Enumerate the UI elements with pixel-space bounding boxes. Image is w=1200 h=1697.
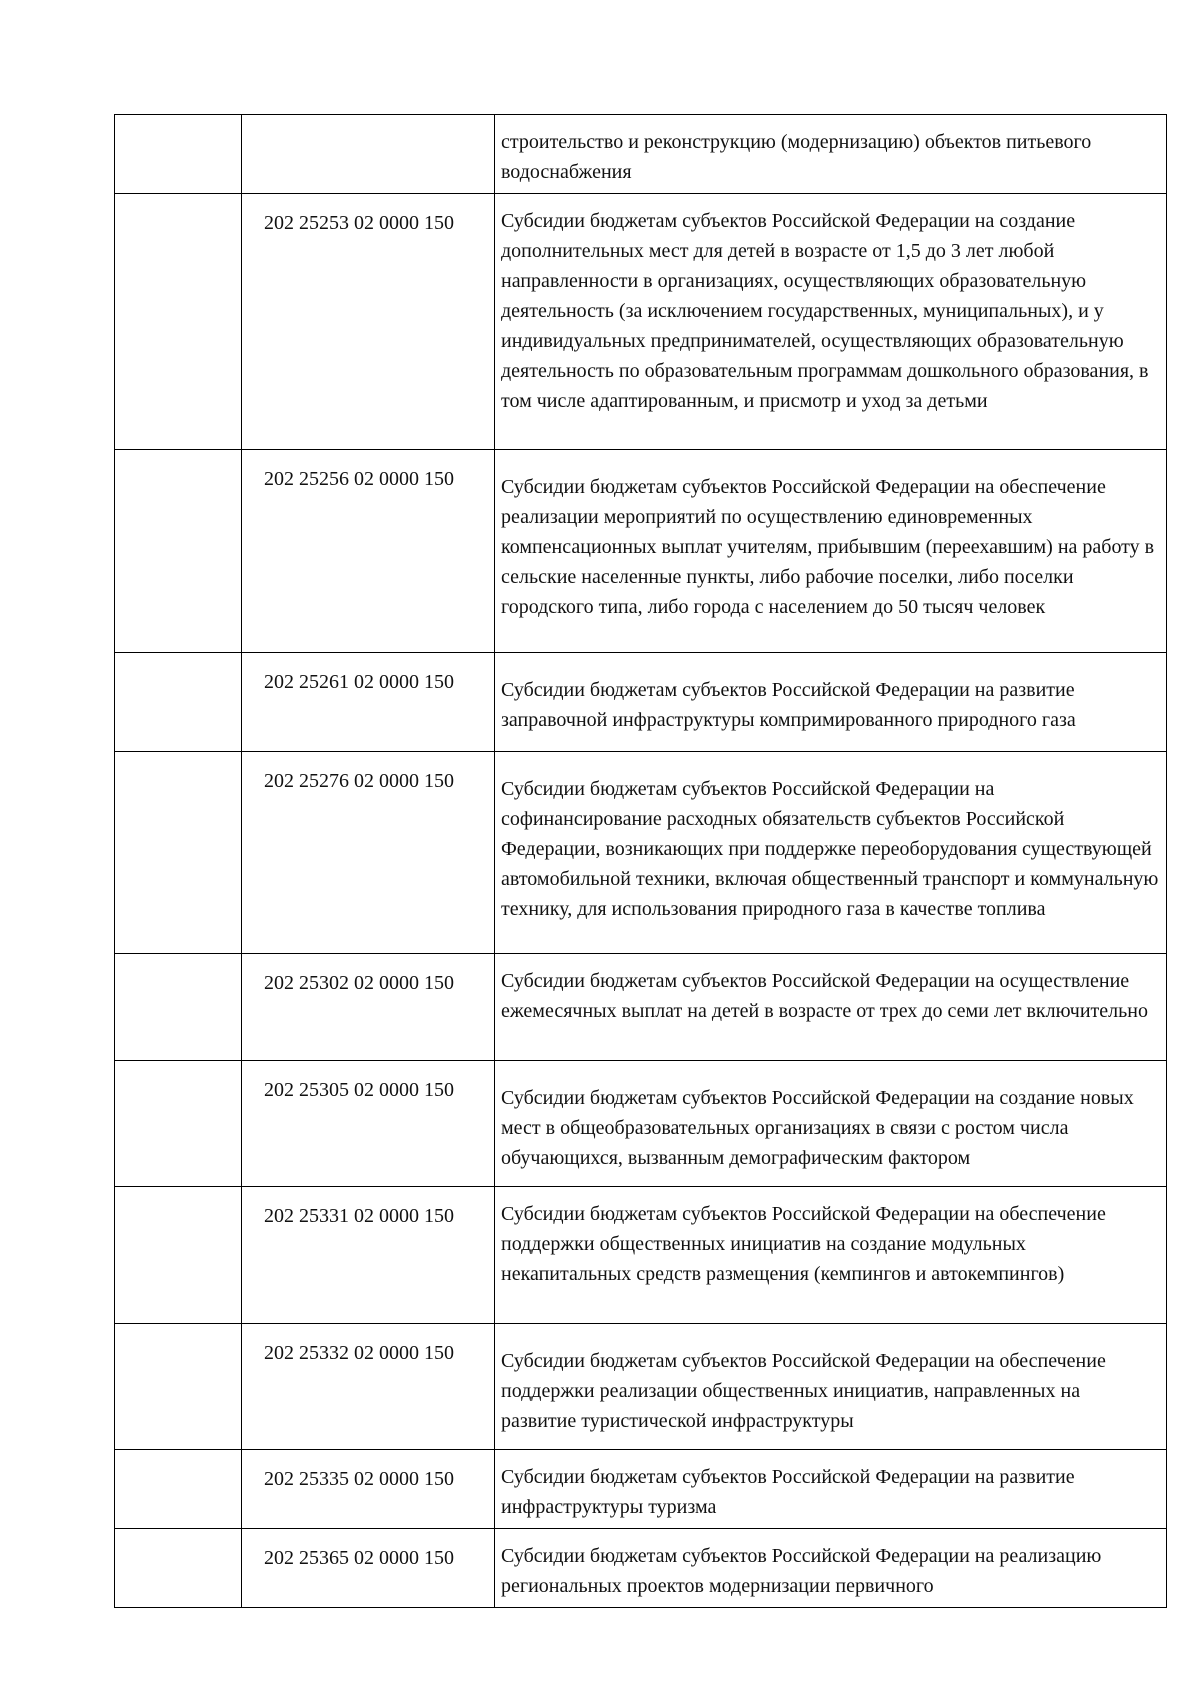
table-row <box>115 1450 1167 1529</box>
budget-code-cell <box>242 1061 495 1187</box>
admin-code-cell <box>115 450 242 653</box>
budget-code-cell <box>242 450 495 653</box>
description-cell <box>495 115 1167 194</box>
table-row <box>115 1061 1167 1187</box>
description-cell <box>495 450 1167 653</box>
budget-code: 202 25261 02 0000 150 <box>264 671 454 693</box>
budget-codes-table <box>114 114 1167 1608</box>
admin-code-cell <box>115 1061 242 1187</box>
table-row <box>115 1324 1167 1450</box>
row-description: Субсидии бюджетам субъектов Российской Федерации на развитие заправочной инфраструктуры компримированного природного газа <box>501 679 1076 731</box>
budget-code: 202 25253 02 0000 150 <box>264 212 454 234</box>
row-description: Субсидии бюджетам субъектов Российской Федерации на осуществление ежемесячных выплат на детей в возрасте от трех до семи лет включительно <box>501 970 1148 1022</box>
budget-code: 202 25331 02 0000 150 <box>264 1205 454 1227</box>
row-description: Субсидии бюджетам субъектов Российской Федерации на обеспечение реализации мероприятий по осуществлению единовременных компенсационных выплат учителям, прибывшим (переехавшим) на работу в сельские населенные пункты, либо рабочие поселки, либо поселки городского типа, либо города с населением до 50 тысяч человек <box>501 476 1155 618</box>
budget-code-cell <box>242 1529 495 1608</box>
row-description: Субсидии бюджетам субъектов Российской Федерации на обеспечение поддержки общественных инициатив на создание модульных некапитальных средств размещения (кемпингов и автокемпингов) <box>501 1203 1106 1285</box>
admin-code-cell <box>115 194 242 450</box>
admin-code-cell <box>115 653 242 752</box>
description-cell <box>495 1187 1167 1324</box>
table-row <box>115 194 1167 450</box>
budget-code: 202 25276 02 0000 150 <box>264 770 454 792</box>
row-description: Субсидии бюджетам субъектов Российской Федерации на обеспечение поддержки реализации общественных инициатив, направленных на развитие туристической инфраструктуры <box>501 1350 1106 1432</box>
description-cell <box>495 752 1167 954</box>
row-description: строительство и реконструкцию (модернизацию) объектов питьевого водоснабжения <box>501 131 1092 183</box>
budget-code-cell <box>242 194 495 450</box>
row-description: Субсидии бюджетам субъектов Российской Федерации на создание новых мест в общеобразовательных организациях в связи с ростом числа обучающихся, вызванным демографическим фактором <box>501 1087 1134 1169</box>
budget-code <box>242 115 494 129</box>
table-row <box>115 653 1167 752</box>
row-description: Субсидии бюджетам субъектов Российской Федерации на реализацию региональных проектов модернизации первичного <box>501 1545 1102 1597</box>
table-row <box>115 1187 1167 1324</box>
budget-code: 202 25256 02 0000 150 <box>264 468 454 490</box>
budget-code-cell <box>242 1324 495 1450</box>
admin-code-cell <box>115 752 242 954</box>
budget-code-cell <box>242 115 495 194</box>
description-cell <box>495 653 1167 752</box>
budget-code: 202 25332 02 0000 150 <box>264 1342 454 1364</box>
row-description: Субсидии бюджетам субъектов Российской Федерации на развитие инфраструктуры туризма <box>501 1466 1075 1518</box>
admin-code-cell <box>115 115 242 194</box>
budget-code-cell <box>242 954 495 1061</box>
table-row <box>115 115 1167 194</box>
table-row <box>115 752 1167 954</box>
budget-code: 202 25335 02 0000 150 <box>264 1468 454 1490</box>
table-row <box>115 954 1167 1061</box>
admin-code-cell <box>115 1187 242 1324</box>
budget-code: 202 25302 02 0000 150 <box>264 972 454 994</box>
budget-code-cell <box>242 752 495 954</box>
budget-code-cell <box>242 653 495 752</box>
description-cell <box>495 1450 1167 1529</box>
description-cell <box>495 194 1167 450</box>
row-description: Субсидии бюджетам субъектов Российской Федерации на создание дополнительных мест для детей в возрасте от 1,5 до 3 лет любой направленности в организациях, осуществляющих образовательную деятельность (за исключением государственных, муниципальных), и у индивидуальных предпринимателей, осуществляющих образовательную деятельность по образовательным программам дошкольного образования, в том числе адаптированным, и присмотр и уход за детьми <box>501 210 1149 412</box>
budget-code-cell <box>242 1450 495 1529</box>
admin-code-cell <box>115 1450 242 1529</box>
admin-code-cell <box>115 1529 242 1608</box>
budget-code-cell <box>242 1187 495 1324</box>
budget-code: 202 25365 02 0000 150 <box>264 1547 454 1569</box>
admin-code-cell <box>115 1324 242 1450</box>
description-cell <box>495 954 1167 1061</box>
description-cell <box>495 1061 1167 1187</box>
row-description: Субсидии бюджетам субъектов Российской Федерации на софинансирование расходных обязательств субъектов Российской Федерации, возникающих при поддержке переоборудования существующей автомобильной техники, включая общественный транспорт и коммунальную технику, для использования природного газа в качестве топлива <box>501 778 1159 920</box>
table-row <box>115 1529 1167 1608</box>
admin-code-cell <box>115 954 242 1061</box>
description-cell <box>495 1324 1167 1450</box>
table-row <box>115 450 1167 653</box>
description-cell <box>495 1529 1167 1608</box>
budget-code: 202 25305 02 0000 150 <box>264 1079 454 1101</box>
